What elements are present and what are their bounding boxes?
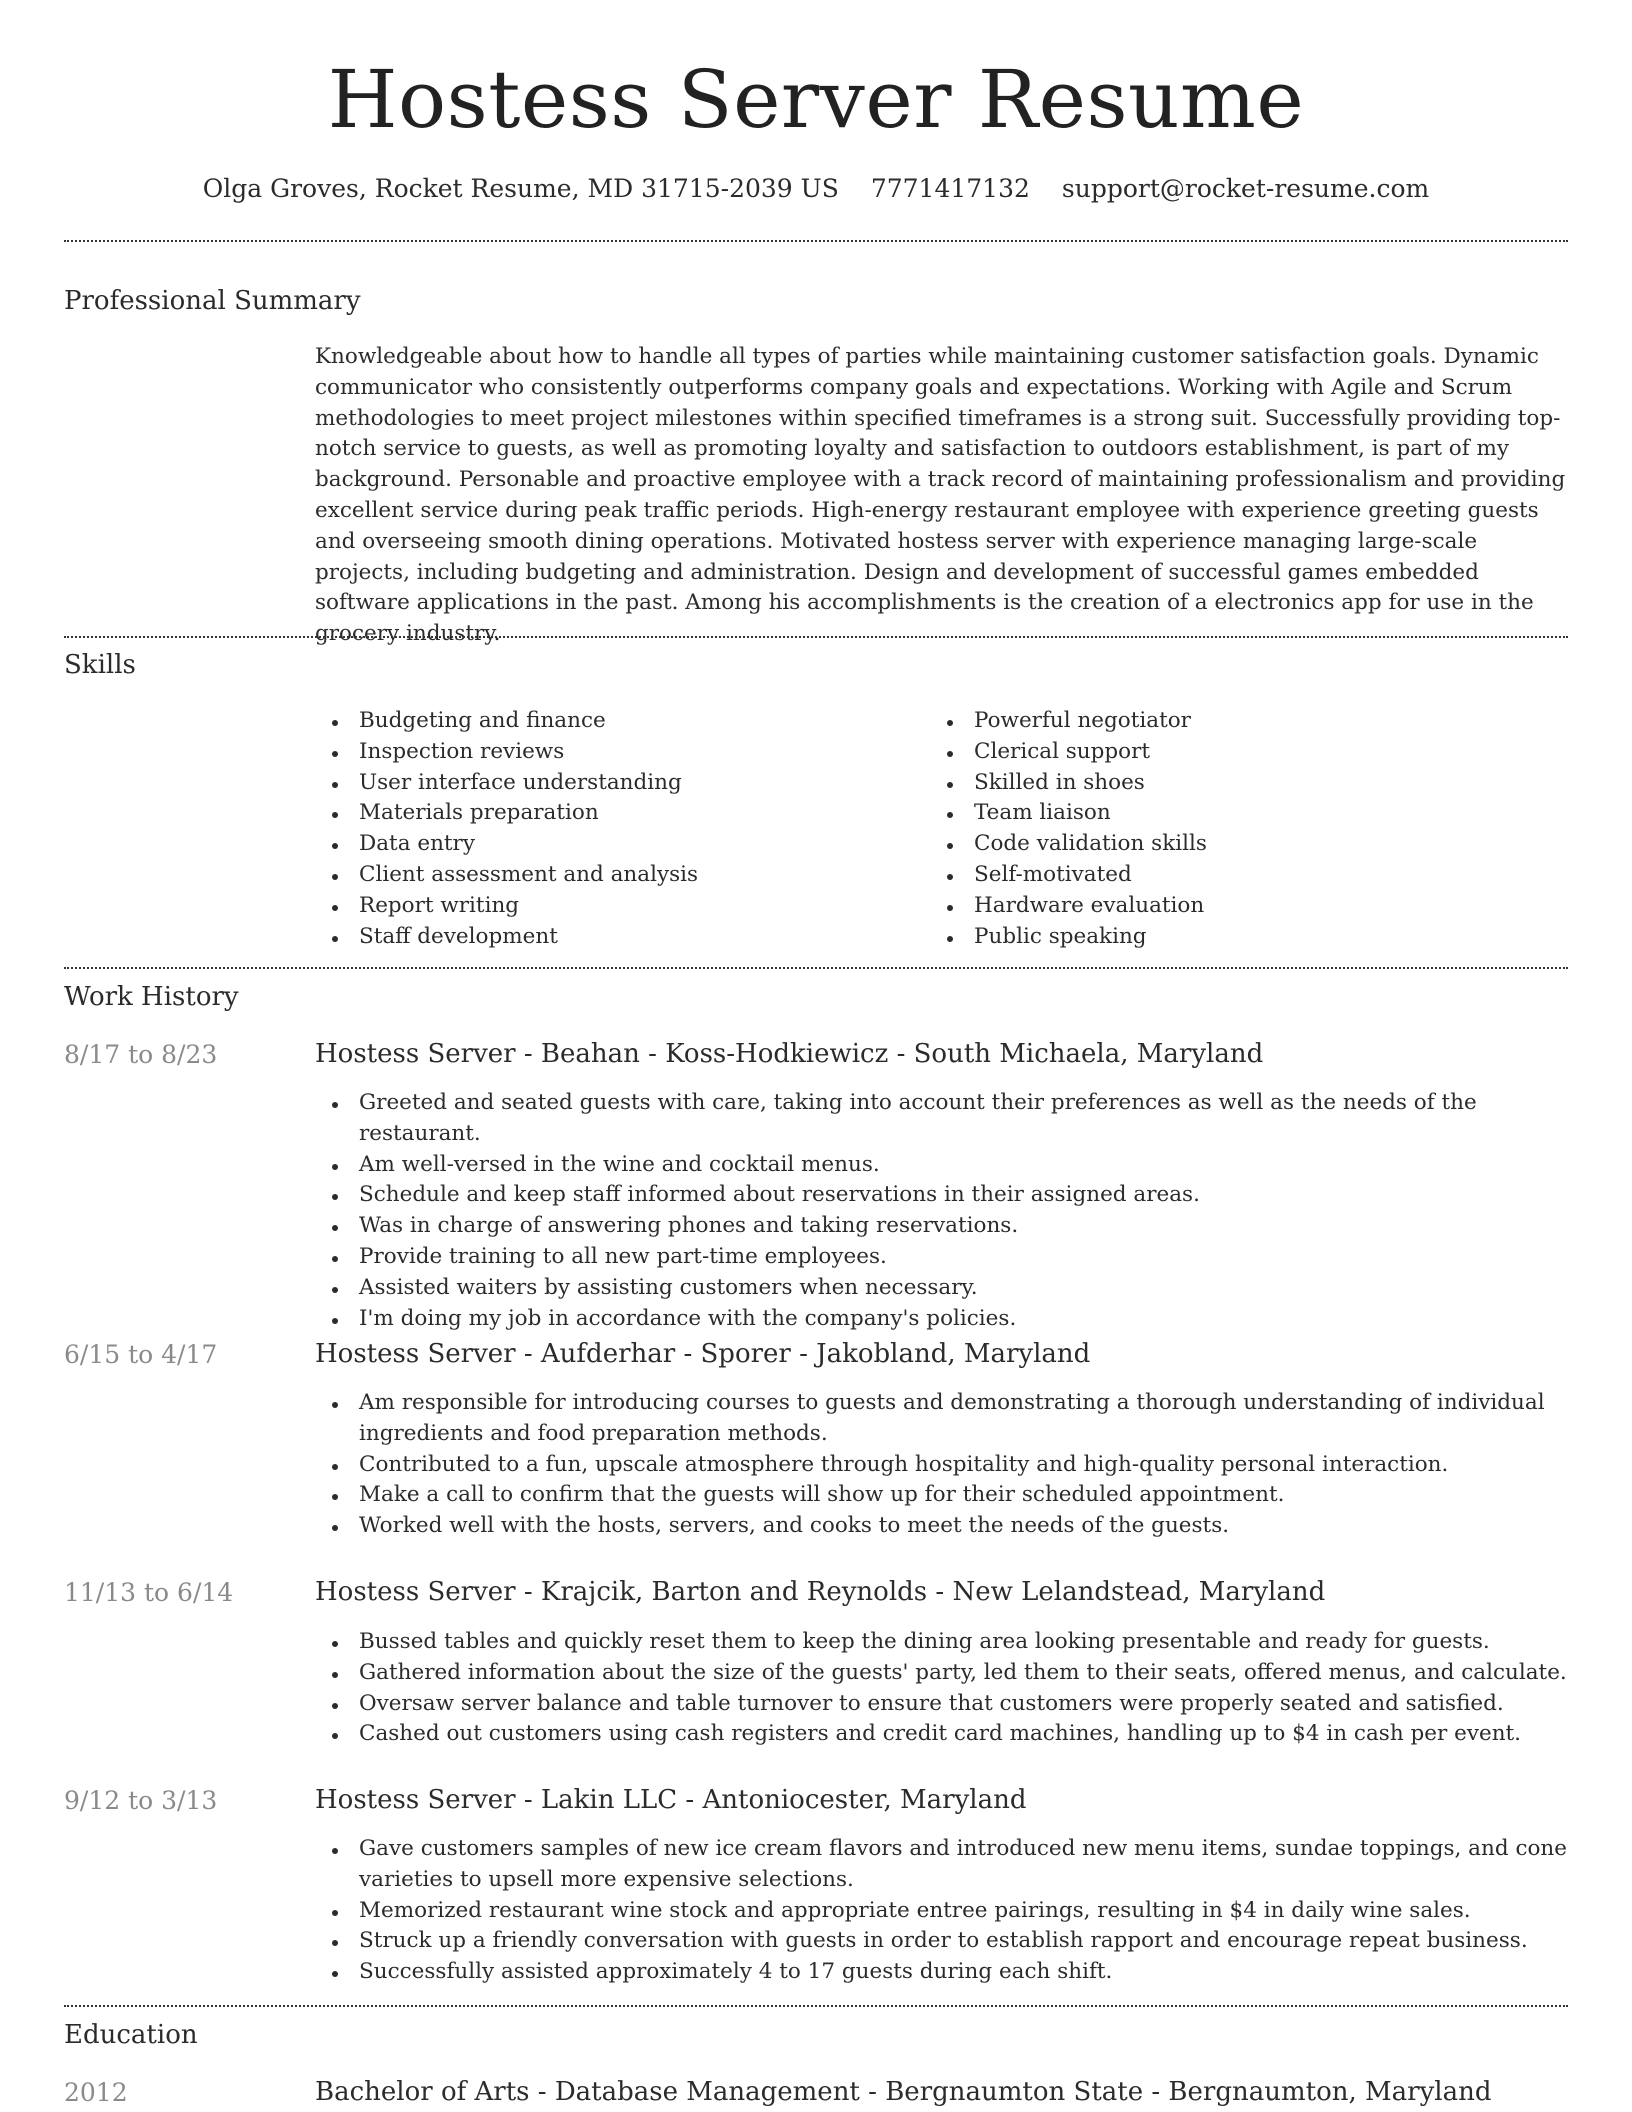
skill-item: Public speaking bbox=[930, 922, 1530, 953]
skill-item: Code validation skills bbox=[930, 829, 1530, 860]
skill-item: Budgeting and finance bbox=[315, 706, 915, 737]
page-title: Hostess Server Resume bbox=[327, 53, 1305, 146]
skill-item: Staff development bbox=[315, 922, 915, 953]
skills-list-right bbox=[930, 706, 1530, 952]
job-bullet: Struck up a friendly conversation with guests in order to establish rapport and encourage repeat business. bbox=[315, 1926, 1568, 1957]
job-title: Hostess Server - Beahan - Koss-Hodkiewicz - South Michaela, Maryland bbox=[315, 1039, 1264, 1069]
job-bullet: Worked well with the hosts, servers, and cooks to meet the needs of the guests. bbox=[315, 1511, 1568, 1542]
skill-item: Data entry bbox=[315, 829, 915, 860]
job-bullet: Provide training to all new part-time employees. bbox=[315, 1242, 1568, 1273]
job-bullet: Greeted and seated guests with care, taking into account their preferences as well as the needs of the restaurant. bbox=[315, 1088, 1568, 1150]
education-year: 2012 bbox=[64, 2078, 128, 2107]
skill-item: Report writing bbox=[315, 891, 915, 922]
job-title: Hostess Server - Lakin LLC - Antoniocester, Maryland bbox=[315, 1785, 1027, 1815]
contact-email: support@rocket-resume.com bbox=[1061, 174, 1430, 203]
job-bullet: Gave customers samples of new ice cream flavors and introduced new menu items, sundae toppings, and cone varieties to upsell more expensive selections. bbox=[315, 1834, 1568, 1896]
skills-list-left bbox=[315, 706, 915, 952]
job-title: Hostess Server - Aufderhar - Sporer - Jakobland, Maryland bbox=[315, 1339, 1091, 1369]
job-bullet: Schedule and keep staff informed about reservations in their assigned areas. bbox=[315, 1180, 1568, 1211]
job-bullet: Gathered information about the size of the guests' party, led them to their seats, offered menus, and calculate. bbox=[315, 1658, 1568, 1689]
skill-item: Skilled in shoes bbox=[930, 768, 1530, 799]
education-heading: Education bbox=[64, 2020, 198, 2050]
job-bullet: Make a call to confirm that the guests will show up for their scheduled appointment. bbox=[315, 1480, 1568, 1511]
skill-item: Self-motivated bbox=[930, 860, 1530, 891]
summary-heading: Professional Summary bbox=[64, 286, 361, 316]
skills-heading: Skills bbox=[64, 650, 136, 680]
work-history-heading: Work History bbox=[64, 982, 239, 1012]
job-bullet: Memorized restaurant wine stock and appropriate entree pairings, resulting in $4 in daily wine sales. bbox=[315, 1896, 1568, 1927]
skill-item: Powerful negotiator bbox=[930, 706, 1530, 737]
job-dates: 9/12 to 3/13 bbox=[64, 1786, 218, 1815]
job-bullet: Was in charge of answering phones and taking reservations. bbox=[315, 1211, 1568, 1242]
skill-item: Hardware evaluation bbox=[930, 891, 1530, 922]
skill-item: Materials preparation bbox=[315, 798, 915, 829]
skill-item: Team liaison bbox=[930, 798, 1530, 829]
job-bullet: Assisted waiters by assisting customers when necessary. bbox=[315, 1273, 1568, 1304]
job-title: Hostess Server - Krajcik, Barton and Reynolds - New Lelandstead, Maryland bbox=[315, 1577, 1326, 1607]
job-bullet: I'm doing my job in accordance with the company's policies. bbox=[315, 1304, 1568, 1335]
contact-line bbox=[0, 172, 1632, 206]
divider bbox=[64, 2005, 1568, 2007]
job-bullets bbox=[315, 1834, 1568, 1988]
job-bullet: Bussed tables and quickly reset them to keep the dining area looking presentable and ready for guests. bbox=[315, 1627, 1568, 1658]
job-bullet: Am responsible for introducing courses to guests and demonstrating a thorough understanding of individual ingredients and food preparation methods. bbox=[315, 1388, 1568, 1450]
job-dates: 6/15 to 4/17 bbox=[64, 1340, 218, 1369]
skill-item: Inspection reviews bbox=[315, 737, 915, 768]
job-bullets bbox=[315, 1388, 1568, 1542]
contact-address: Olga Groves, Rocket Resume, MD 31715-2039 US bbox=[202, 174, 839, 203]
job-bullets bbox=[315, 1627, 1568, 1750]
job-bullets bbox=[315, 1088, 1568, 1334]
job-dates: 8/17 to 8/23 bbox=[64, 1040, 218, 1069]
skill-item: Clerical support bbox=[930, 737, 1530, 768]
contact-phone: 7771417132 bbox=[870, 174, 1030, 203]
skill-item: Client assessment and analysis bbox=[315, 860, 915, 891]
job-bullet: Am well-versed in the wine and cocktail menus. bbox=[315, 1150, 1568, 1181]
education-title: Bachelor of Arts - Database Management - Bergnaumton State - Bergnaumton, Maryland bbox=[315, 2077, 1492, 2107]
job-bullet: Cashed out customers using cash registers and credit card machines, handling up to $4 in cash per event. bbox=[315, 1719, 1568, 1750]
summary-text: Knowledgeable about how to handle all types of parties while maintaining customer satisfaction goals. Dynamic communicator who consistently outperforms company goals and expectations. Working with Agile and Scrum methodologies to meet project milestones within specified timeframes is a strong suit. Successfully providing top-notch service to guests, as well as promoting loyalty and satisfaction to outdoors establishment, is part of my background. Personable and proactive employee with a track record of maintaining professionalism and providing excellent service during peak traffic periods. High-energy restaurant employee with experience greeting guests and overseeing smooth dining operations. Motivated hostess server with experience managing large-scale projects, including budgeting and administration. Design and development of successful games embedded software applications in the past. Among his accomplishments is the creation of a electronics app for use in the grocery industry. bbox=[315, 344, 1566, 647]
divider bbox=[64, 967, 1568, 969]
job-bullet: Successfully assisted approximately 4 to 17 guests during each shift. bbox=[315, 1957, 1568, 1988]
skill-item: User interface understanding bbox=[315, 768, 915, 799]
job-dates: 11/13 to 6/14 bbox=[64, 1578, 234, 1607]
job-bullet: Oversaw server balance and table turnover to ensure that customers were properly seated and satisfied. bbox=[315, 1689, 1568, 1720]
job-bullet: Contributed to a fun, upscale atmosphere through hospitality and high-quality personal interaction. bbox=[315, 1450, 1568, 1481]
divider bbox=[64, 240, 1568, 242]
divider bbox=[64, 636, 1568, 638]
